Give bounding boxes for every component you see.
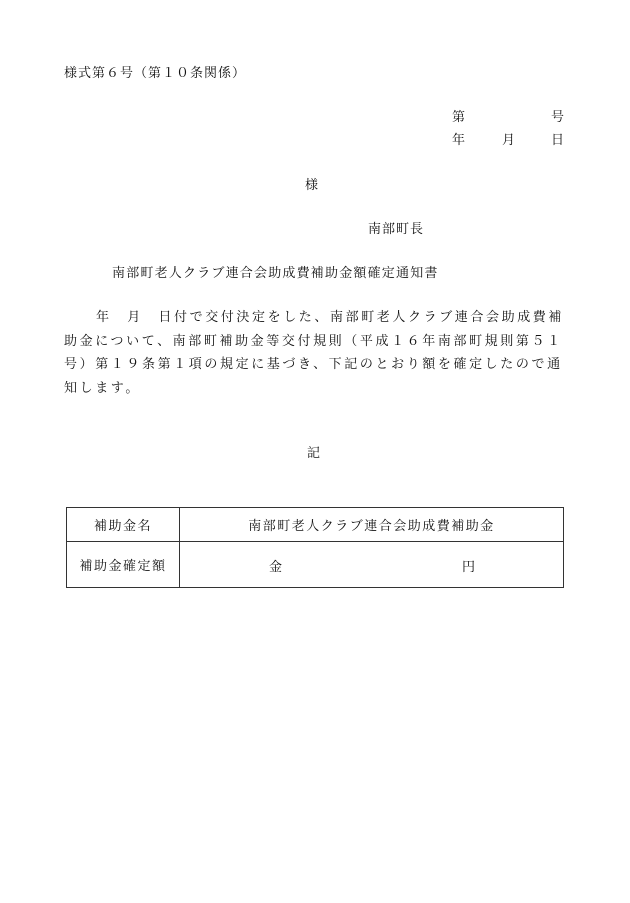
sender-name: 南部町長: [368, 222, 425, 237]
document-title: 南部町老人クラブ連合会助成費補助金額確定通知書: [112, 266, 439, 281]
doc-number-prefix: 第: [452, 110, 467, 125]
table-row: [67, 542, 564, 588]
subsidy-table: [66, 507, 564, 588]
table-row: [67, 508, 564, 542]
confirmed-amount-label: 補助金確定額: [67, 542, 180, 588]
amount-suffix: 円: [462, 560, 477, 575]
subsidy-name-label: 補助金名: [67, 508, 180, 542]
doc-number-suffix: 号: [551, 110, 566, 125]
amount-prefix: 金: [269, 560, 284, 575]
date-month: 月: [502, 133, 517, 148]
addressee-honorific: 様: [305, 178, 320, 193]
confirmed-amount-value: [180, 542, 564, 588]
date-day: 日: [551, 133, 566, 148]
subsidy-name-value: 南部町老人クラブ連合会助成費補助金: [180, 508, 564, 542]
notice-body: 年 月 日付で交付決定をした、南部町老人クラブ連合会助成費補助金について、南部町補助金等交付規則（平成１６年南部町規則第５１号）第１９条第１項の規定に基づき、下記のとおり額を確定したので通知します。: [64, 310, 565, 396]
form-number-label: 様式第６号（第１０条関係）: [64, 66, 247, 81]
ki-marker: 記: [307, 446, 322, 461]
date-year: 年: [452, 133, 467, 148]
